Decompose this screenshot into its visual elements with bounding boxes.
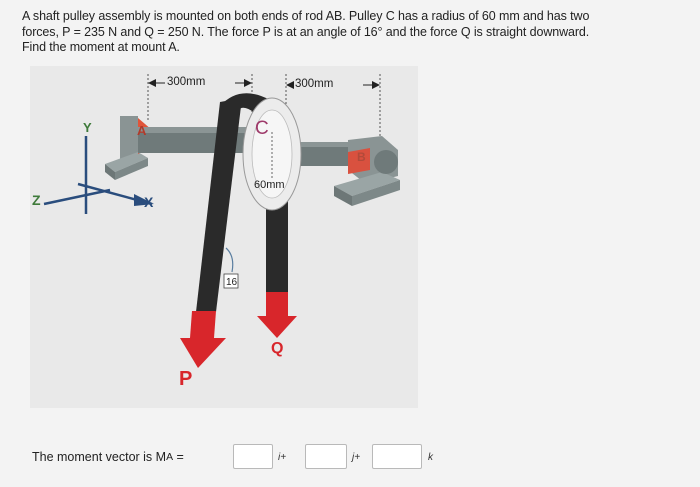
unit-k: k	[428, 452, 433, 463]
axis-y-label: Y	[83, 120, 92, 135]
moment-j-input[interactable]	[305, 444, 347, 469]
label-c: C	[255, 118, 269, 139]
answer-prompt	[32, 442, 184, 472]
label-angle: 16	[226, 277, 238, 288]
answer-equals: =	[176, 450, 184, 464]
problem-line-1: A shaft pulley assembly is mounted on both ends of rod AB. Pulley C has a radius of 60 mm and has two	[22, 9, 590, 23]
unit-i: i+	[278, 452, 287, 463]
pulley-figure	[30, 66, 418, 408]
moment-i-input[interactable]	[233, 444, 273, 469]
problem-statement	[22, 9, 692, 56]
pulley-diagram	[30, 66, 418, 408]
label-radius: 60mm	[254, 179, 285, 191]
force-q-arrow	[257, 292, 297, 338]
moment-k-input[interactable]	[372, 444, 422, 469]
dimension-left-label: 300mm	[167, 76, 206, 88]
axis-x-label: X	[144, 194, 154, 210]
answer-subscript: A	[166, 451, 174, 463]
label-q: Q	[271, 340, 284, 357]
axis-z-label: Z	[32, 192, 41, 208]
dimension-right-label: 300mm	[295, 78, 334, 90]
label-b: B	[357, 150, 366, 164]
force-p-arrow	[180, 311, 226, 368]
unit-j: j+	[352, 452, 361, 463]
answer-text: The moment vector is M	[32, 450, 167, 464]
label-a: A	[137, 123, 147, 138]
problem-line-3: Find the moment at mount A.	[22, 40, 180, 54]
problem-line-2: forces, P = 235 N and Q = 250 N. The force P is at an angle of 16° and the force Q is straight downward.	[22, 24, 590, 39]
label-p: P	[179, 368, 193, 390]
